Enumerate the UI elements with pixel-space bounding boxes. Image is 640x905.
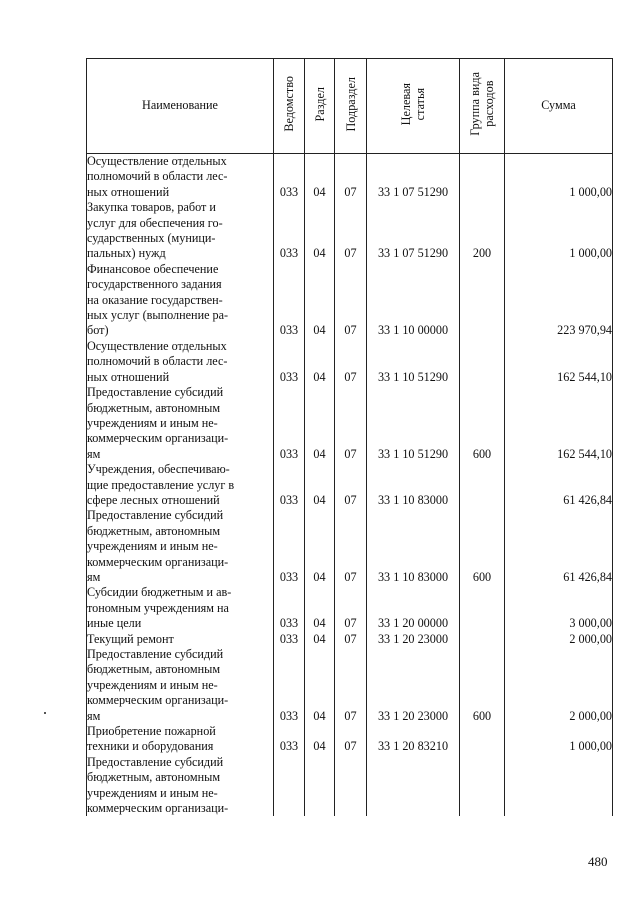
row-target: 33 1 10 83000 [367, 508, 460, 585]
row-group: 600 [460, 508, 505, 585]
row-target: 33 1 20 23000 [367, 632, 460, 647]
row-section: 04 [305, 632, 335, 647]
row-dept: 033 [274, 262, 305, 339]
row-group: 600 [460, 647, 505, 724]
row-dept: 033 [274, 632, 305, 647]
row-name: Закупка товаров, работ и услуг для обеспечения го- сударственных (муници- пальных) нужд [87, 200, 274, 262]
row-section: 04 [305, 385, 335, 462]
row-target: 33 1 10 51290 [367, 339, 460, 385]
row-dept [274, 755, 305, 817]
row-name: Осуществление отдельных полномочий в области лес- ных отношений [87, 339, 274, 385]
row-subsection: 07 [335, 385, 367, 462]
table-row [87, 262, 613, 339]
table-row [87, 508, 613, 585]
row-name: Текущий ремонт [87, 632, 274, 647]
row-group [460, 262, 505, 339]
scan-speck [44, 712, 46, 714]
row-amount: 1 000,00 [505, 200, 613, 262]
table-header-row [87, 59, 613, 154]
table-row [87, 385, 613, 462]
row-amount: 1 000,00 [505, 724, 613, 755]
table-row [87, 154, 613, 201]
row-target [367, 755, 460, 817]
row-amount: 223 970,94 [505, 262, 613, 339]
row-dept: 033 [274, 508, 305, 585]
row-target: 33 1 20 83210 [367, 724, 460, 755]
row-name: Предоставление субсидий бюджетным, автономным учреждениям и иным не- коммерческим организаци- ям [87, 385, 274, 462]
row-group [460, 724, 505, 755]
row-group: 200 [460, 200, 505, 262]
row-amount: 61 426,84 [505, 508, 613, 585]
header-dept: Ведомство [274, 59, 305, 154]
row-group [460, 154, 505, 201]
row-name: Предоставление субсидий бюджетным, автономным учреждениям и иным не- коммерческим организаци- [87, 755, 274, 817]
row-amount: 2 000,00 [505, 647, 613, 724]
header-name: Наименование [87, 59, 274, 154]
row-section: 04 [305, 585, 335, 631]
row-dept: 033 [274, 585, 305, 631]
row-section: 04 [305, 154, 335, 201]
header-target: Целевая статья [367, 59, 460, 154]
header-subsection: Подраздел [335, 59, 367, 154]
row-name: Предоставление субсидий бюджетным, автономным учреждениям и иным не- коммерческим организаци- ям [87, 508, 274, 585]
row-section: 04 [305, 339, 335, 385]
header-section: Раздел [305, 59, 335, 154]
row-dept: 033 [274, 154, 305, 201]
table-row [87, 632, 613, 647]
row-amount: 1 000,00 [505, 154, 613, 201]
row-subsection: 07 [335, 724, 367, 755]
row-subsection: 07 [335, 200, 367, 262]
budget-table [86, 58, 613, 816]
row-name: Субсидии бюджетным и ав- тономным учреждениям на иные цели [87, 585, 274, 631]
header-group: Группа вида расходов [460, 59, 505, 154]
row-subsection: 07 [335, 262, 367, 339]
row-name: Финансовое обеспечение государственного задания на оказание государствен- ных услуг (выполнение ра- бот) [87, 262, 274, 339]
row-name: Предоставление субсидий бюджетным, автономным учреждениям и иным не- коммерческим организаци- ям [87, 647, 274, 724]
row-section: 04 [305, 508, 335, 585]
table-row [87, 647, 613, 724]
row-group [460, 585, 505, 631]
row-subsection [335, 755, 367, 817]
row-subsection: 07 [335, 339, 367, 385]
row-subsection: 07 [335, 154, 367, 201]
row-target: 33 1 10 51290 [367, 385, 460, 462]
row-amount [505, 755, 613, 817]
row-dept: 033 [274, 647, 305, 724]
row-amount: 2 000,00 [505, 632, 613, 647]
row-section: 04 [305, 724, 335, 755]
table-body [87, 154, 613, 817]
row-group: 600 [460, 385, 505, 462]
row-dept: 033 [274, 339, 305, 385]
header-amount: Сумма [505, 59, 613, 154]
row-target: 33 1 20 23000 [367, 647, 460, 724]
row-section [305, 755, 335, 817]
row-subsection: 07 [335, 508, 367, 585]
row-group [460, 462, 505, 508]
table-row [87, 200, 613, 262]
row-target: 33 1 20 00000 [367, 585, 460, 631]
row-subsection: 07 [335, 632, 367, 647]
row-target: 33 1 10 83000 [367, 462, 460, 508]
row-section: 04 [305, 647, 335, 724]
page-number: 480 [588, 854, 608, 869]
row-section: 04 [305, 262, 335, 339]
row-group [460, 632, 505, 647]
row-name: Приобретение пожарной техники и оборудования [87, 724, 274, 755]
table-row [87, 724, 613, 755]
row-dept: 033 [274, 385, 305, 462]
row-target: 33 1 07 51290 [367, 154, 460, 201]
table-row [87, 462, 613, 508]
row-dept: 033 [274, 200, 305, 262]
row-amount: 3 000,00 [505, 585, 613, 631]
row-dept: 033 [274, 724, 305, 755]
row-name: Осуществление отдельных полномочий в области лес- ных отношений [87, 154, 274, 201]
row-section: 04 [305, 200, 335, 262]
row-name: Учреждения, обеспечиваю- щие предоставление услуг в сфере лесных отношений [87, 462, 274, 508]
row-target: 33 1 10 00000 [367, 262, 460, 339]
row-group [460, 755, 505, 817]
row-target: 33 1 07 51290 [367, 200, 460, 262]
table-row [87, 585, 613, 631]
row-section: 04 [305, 462, 335, 508]
row-amount: 162 544,10 [505, 339, 613, 385]
row-amount: 61 426,84 [505, 462, 613, 508]
row-subsection: 07 [335, 647, 367, 724]
table-row [87, 339, 613, 385]
table-row [87, 755, 613, 817]
row-subsection: 07 [335, 585, 367, 631]
row-amount: 162 544,10 [505, 385, 613, 462]
row-dept: 033 [274, 462, 305, 508]
row-subsection: 07 [335, 462, 367, 508]
row-group [460, 339, 505, 385]
